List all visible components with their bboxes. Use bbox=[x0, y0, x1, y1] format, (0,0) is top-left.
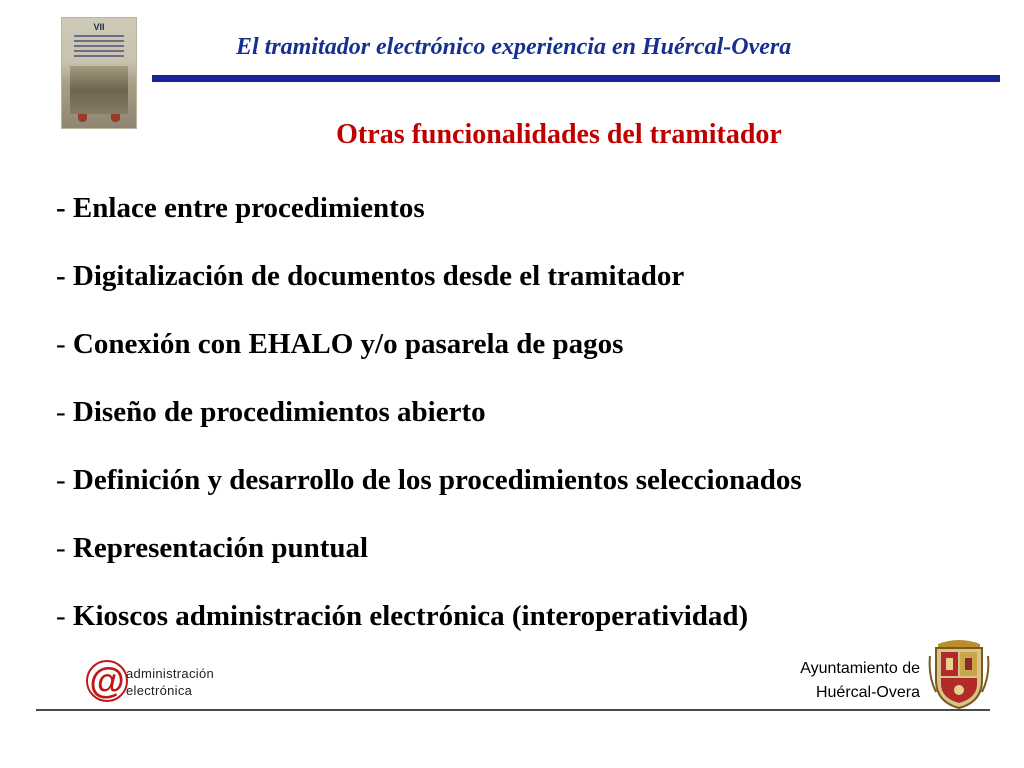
bullet-item: - Representación puntual bbox=[56, 532, 369, 564]
bullet-item: - Conexión con EHALO y/o pasarela de pagos bbox=[56, 328, 624, 360]
bullet-item: - Enlace entre procedimientos bbox=[56, 192, 425, 224]
logo-line-1: administración bbox=[126, 666, 215, 681]
cover-text-lines bbox=[74, 35, 124, 60]
municipality-line-1: Ayuntamiento de bbox=[800, 660, 920, 677]
bullet-list bbox=[56, 188, 802, 664]
coat-of-arms-icon bbox=[928, 636, 990, 710]
bullet-text: Conexión con EHALO y/o pasarela de pagos bbox=[72, 328, 624, 360]
municipality-name bbox=[760, 657, 920, 705]
bullet-item: - Definición y desarrollo de los procedimientos seleccionados bbox=[56, 464, 802, 496]
bullet-text: Diseño de procedimientos abierto bbox=[72, 396, 486, 428]
bullet-text: Kioscos administración electrónica (interoperatividad) bbox=[72, 600, 749, 632]
at-sign-icon: @ bbox=[86, 660, 128, 702]
logo-line-2: electrónica bbox=[126, 683, 193, 698]
bullet-text: Digitalización de documentos desde el tramitador bbox=[72, 260, 685, 292]
header-title: El tramitador electrónico experiencia en Huércal-Overa bbox=[236, 34, 792, 60]
footer-divider bbox=[36, 709, 990, 711]
bullet-text: Representación puntual bbox=[72, 532, 369, 564]
bullet-text: Enlace entre procedimientos bbox=[72, 192, 425, 224]
bullet-item: - Digitalización de documentos desde el tramitador bbox=[56, 260, 685, 292]
conference-cover-thumbnail bbox=[61, 17, 137, 129]
bullet-item: - Diseño de procedimientos abierto bbox=[56, 396, 486, 428]
municipality-line-2: Huércal-Overa bbox=[815, 684, 920, 701]
administracion-electronica-logo bbox=[86, 660, 226, 706]
cover-photo bbox=[70, 66, 128, 114]
bullet-item: - Kioscos administración electrónica (interoperatividad) bbox=[56, 600, 749, 632]
bullet-text: Definición y desarrollo de los procedimientos seleccionados bbox=[72, 464, 802, 496]
header-divider bbox=[152, 75, 1000, 82]
slide-title: Otras funcionalidades del tramitador bbox=[336, 119, 782, 150]
cover-label: VII bbox=[93, 22, 105, 32]
